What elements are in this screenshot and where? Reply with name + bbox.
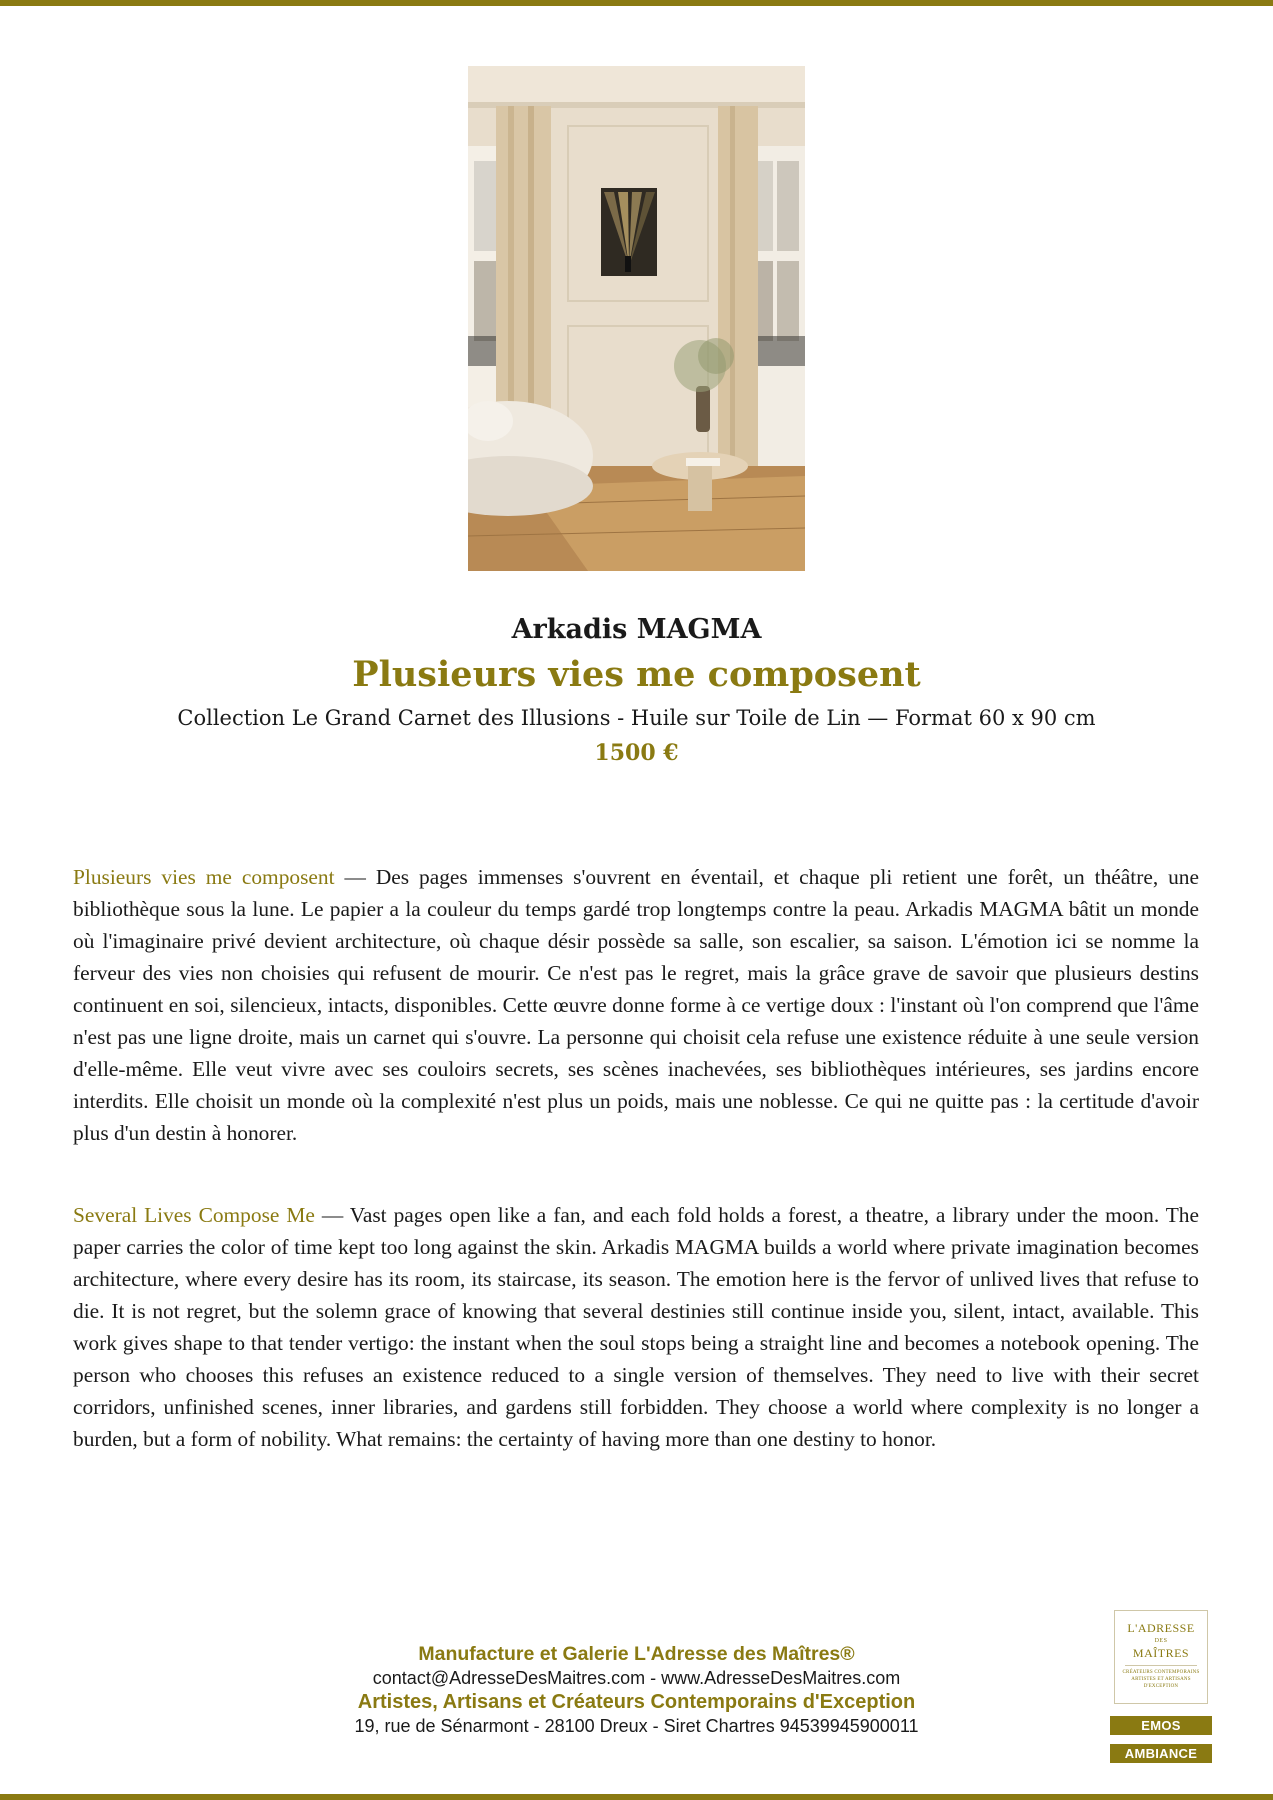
description-french-lead: Plusieurs vies me composent — [73, 865, 335, 890]
artwork-details: Collection Le Grand Carnet des Illusions - Huile sur Toile de Lin — Format 60 x 90 cm — [177, 706, 1096, 730]
artwork-room-photo — [468, 66, 805, 571]
description-english-text: — Vast pages open like a fan, and each fold holds a forest, a theatre, a library under the moon. The paper carries the color of time kept too long against the skin. Arkadis MAGMA builds a world where private imagination becomes architecture, where every desire has its room, its staircase, its season. The emotion here is the fervor of unlived lives that refuse to die. It is not regret, but the solemn grace of knowing that several destinies still continue inside you, silent, intact, available. This work gives shape to that tender vertigo: the instant when the soul stops being a straight line and becomes a notebook opening. The person who chooses this refuses an existence reduced to a single version of themselves. They need to live with their secret corridors, unfinished scenes, inner libraries, and gardens still forbidden. They choose a world where complexity is no longer a burden, but a form of nobility. What remains: the certainty of having more than one destiny to honor. — [73, 1203, 1199, 1452]
footer — [0, 1642, 1273, 1738]
logo-line-1: L'ADRESSE — [1127, 1621, 1195, 1635]
description-french — [73, 861, 1199, 1149]
tag-emos: EMOS — [1110, 1716, 1212, 1735]
footer-address: 19, rue de Sénarmont - 28100 Dreux - Siret Chartres 94539945900011 — [354, 1716, 919, 1736]
tag-ambiance: AMBIANCE — [1110, 1744, 1212, 1763]
description-english — [73, 1199, 1199, 1455]
artwork-price: 1500 € — [594, 740, 679, 766]
description-french-text: — Des pages immenses s'ouvrent en éventail, et chaque pli retient une forêt, un théâtre, une bibliothèque sous la lune. Le papier a la couleur du temps gardé trop longtemps contre la peau. Arkadis MAGMA bâtit un monde où l'imaginaire privé devient architecture, où chaque désir possède sa salle, son escalier, sa saison. L'émotion ici se nomme la ferveur des vies non choisies qui refusent de mourir. Ce n'est pas le regret, mais la grâce grave de savoir que plusieurs destins continuent en soi, silencieux, intacts, disponibles. Cette œuvre donne forme à ce vertige doux : l'instant où l'on comprend que l'âme n'est pas une ligne droite, mais un carnet qui s'ouvre. La personne qui choisit cela refuse une existence réduite à une seule version d'elle-même. Elle veut vivre avec ses couloirs secrets, ses scènes inachevées, ses bibliothèques intérieures, ses jardins encore interdits. Elle choisit un monde où la complexité n'est plus un poids, mais une noblesse. Ce qui ne quitte pas : la certitude d'avoir plus d'un destin à honorer. — [73, 865, 1199, 1146]
logo-line-3: MAÎTRES — [1132, 1646, 1190, 1660]
logo-line-4: CRÉATEURS CONTEMPORAINS ARTISTES ET ARTISANS D'EXCEPTION — [1122, 1670, 1200, 1689]
description-english-lead: Several Lives Compose Me — [73, 1203, 315, 1228]
bottom-border — [0, 1794, 1273, 1800]
artwork-title: Plusieurs vies me composent — [352, 654, 921, 695]
footer-tagline: Artistes, Artisans et Créateurs Contemporains d'Exception — [357, 1691, 916, 1713]
logo-line-2: DES — [1154, 1638, 1168, 1644]
footer-contact: contact@AdresseDesMaitres.com - www.AdresseDesMaitres.com — [372, 1668, 901, 1688]
footer-gallery-name: Manufacture et Galerie L'Adresse des Maîtres® — [418, 1643, 855, 1665]
logo-divider — [1125, 1665, 1197, 1666]
gallery-logo — [1114, 1610, 1208, 1704]
top-border — [0, 0, 1273, 6]
artist-name: Arkadis MAGMA — [511, 614, 762, 645]
